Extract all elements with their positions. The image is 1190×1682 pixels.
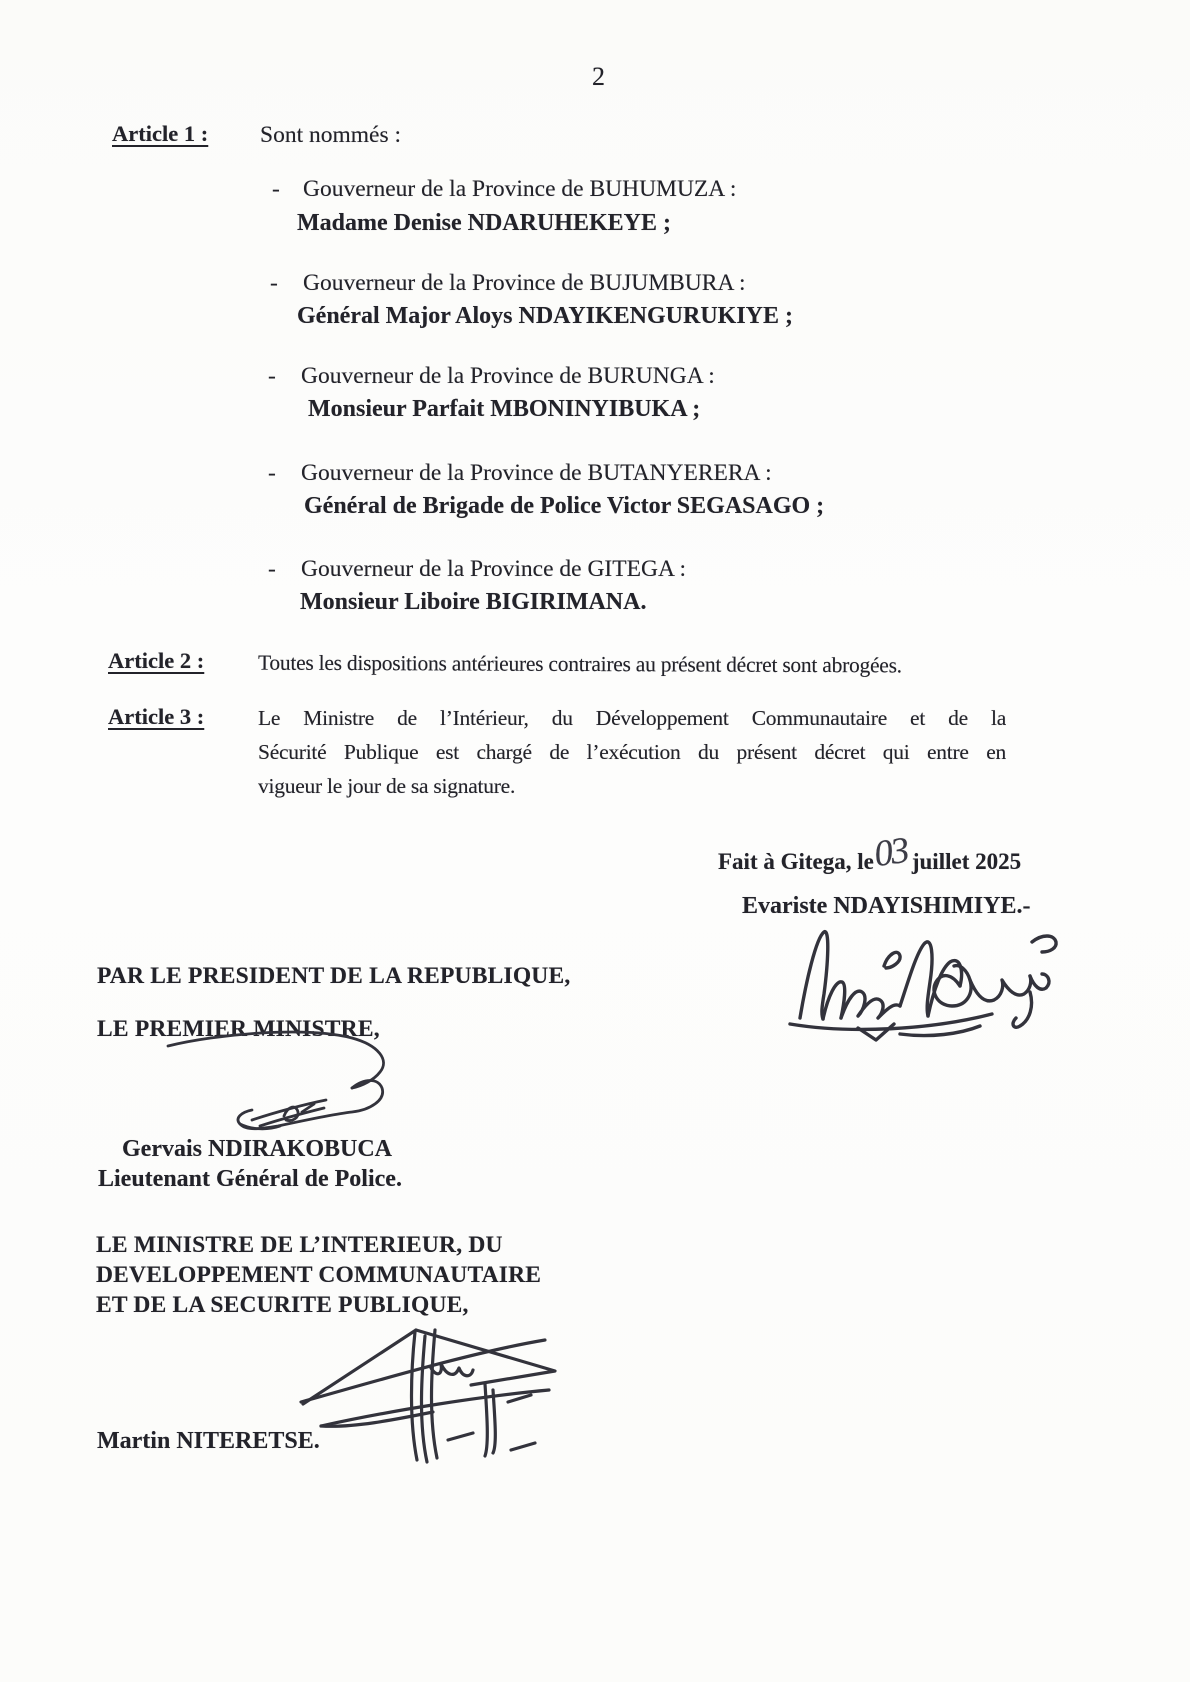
countersign-line-2: LE PREMIER MINISTRE,: [97, 1016, 380, 1042]
item-bullet: -: [270, 270, 278, 296]
president-name: Evariste NDAYISHIMIYE.-: [742, 893, 1031, 919]
item-role: Gouverneur de la Province de BUTANYERERA :: [301, 460, 772, 486]
article-3-line: vigueur le jour de sa signature.: [258, 774, 516, 798]
item-name: Madame Denise NDARUHEKEYE ;: [297, 210, 671, 236]
item-name: Monsieur Liboire BIGIRIMANA.: [300, 589, 647, 615]
minister-heading-line: DEVELOPPEMENT COMMUNAUTAIRE: [96, 1262, 542, 1288]
minister-name: Martin NITERETSE.: [97, 1428, 320, 1454]
article-3-body: [258, 706, 1006, 808]
item-name: Général de Brigade de Police Victor SEGASAGO ;: [304, 493, 825, 519]
article-3-line: Sécurité Publique est chargé de l’exécution du présent décret qui entre en: [258, 740, 1006, 764]
prime-minister-name: Gervais NDIRAKOBUCA: [122, 1136, 392, 1162]
article-2-body: Toutes les dispositions antérieures contraires au présent décret sont abrogées.: [257, 650, 902, 678]
article-1-intro: Sont nommés :: [260, 122, 402, 148]
article-1-label: Article 1 :: [112, 121, 209, 146]
item-role: Gouverneur de la Province de BUJUMBURA :: [303, 270, 746, 296]
item-name: Monsieur Parfait MBONINYIBUKA ;: [308, 396, 701, 422]
prime-minister-title: Lieutenant Général de Police.: [98, 1166, 402, 1192]
item-role: Gouverneur de la Province de GITEGA :: [301, 556, 687, 582]
article-3-line: Le Ministre de l’Intérieur, du Développement Communautaire et de la: [258, 706, 1006, 730]
item-role: Gouverneur de la Province de BURUNGA :: [301, 363, 715, 389]
minister-heading-line: ET DE LA SECURITE PUBLIQUE,: [96, 1292, 469, 1318]
item-bullet: -: [268, 460, 276, 486]
article-3-label: Article 3 :: [108, 704, 205, 729]
page-number: 2: [592, 62, 605, 91]
date-suffix: juillet 2025: [911, 849, 1022, 874]
minister-heading-line: LE MINISTRE DE L’INTERIEUR, DU: [96, 1232, 503, 1258]
president-signature-icon: [780, 922, 1075, 1044]
item-bullet: -: [272, 176, 280, 202]
date-prefix: Fait à Gitega, le: [718, 849, 874, 874]
item-role: Gouverneur de la Province de BUHUMUZA :: [303, 176, 737, 202]
item-name: Général Major Aloys NDAYIKENGURUKIYE ;: [297, 303, 793, 329]
countersign-line-1: PAR LE PRESIDENT DE LA REPUBLIQUE,: [97, 963, 571, 989]
prime-minister-signature-icon: [156, 1032, 408, 1144]
minister-signature-icon: [293, 1320, 565, 1468]
article-2-label: Article 2 :: [108, 648, 205, 673]
dateline: [718, 829, 1022, 879]
date-day-handwritten: 03: [871, 829, 910, 876]
item-bullet: -: [268, 363, 276, 389]
item-bullet: -: [268, 556, 276, 582]
minister-heading: [96, 1230, 541, 1320]
